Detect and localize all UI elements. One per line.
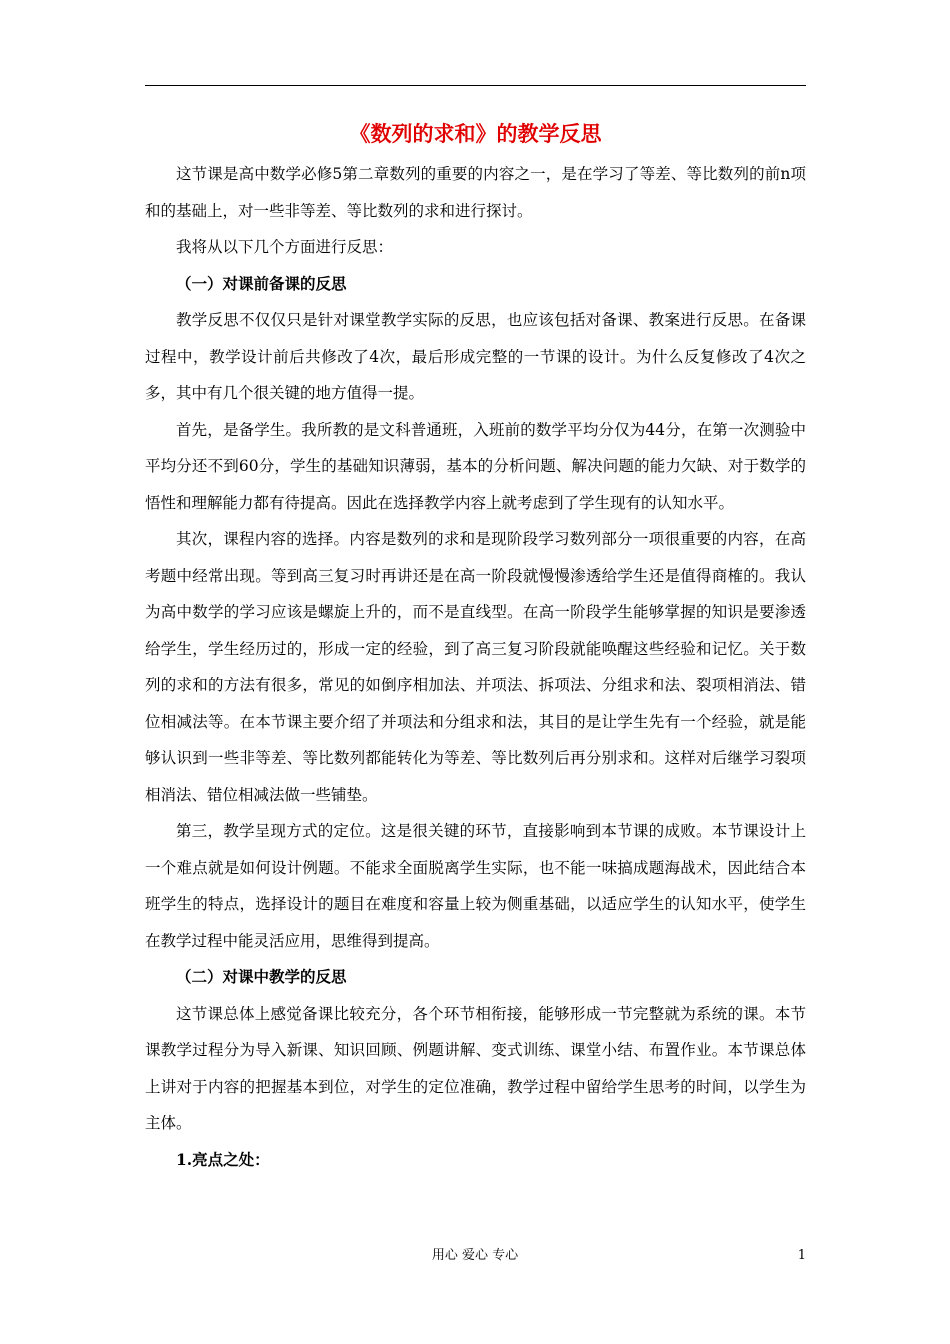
paragraph-reflection-prep: 教学反思不仅仅只是针对课堂教学实际的反思，也应该包括对备课、教案进行反思。在备课过程中，教学设计前后共修改了4次，最后形成完整的一节课的设计。为什么反复修改了4次之多，其中有几个很关键的地方值得一提。 [145,311,806,402]
section-heading-in-class: （二）对课中教学的反思 [176,967,347,986]
paragraph-students: 首先，是备学生。我所教的是文科普通班，入班前的数学平均分仅为44分，在第一次测验中平均分还不到60分，学生的基础知识薄弱，基本的分析问题、解决问题的能力欠缺、对于数学的悟性和理解能力都有待提高。因此在选择教学内容上就考虑到了学生现有的认知水平。 [145,420,806,512]
paragraph-class-summary: 这节课总体上感觉备课比较充分，各个环节相衔接，能够形成一节完整就为系统的课。本节课教学过程分为导入新课、知识回顾、例题讲解、变式训练、课堂小结、布置作业。本节课总体上讲对于内容的把握基本到位，对学生的定位准确，教学过程中留给学生思考的时间，以学生为主体。 [145,1004,806,1132]
paragraph-content-choice: 其次，课程内容的选择。内容是数列的求和是现阶段学习数列部分一项很重要的内容，在高考题中经常出现。等到高三复习时再讲还是在高一阶段就慢慢渗透给学生还是值得商榷的。我认为高中数学的学习应该是螺旋上升的，而不是直线型。在高一阶段学生能够掌握的知识是要渗透给学生，学生经历过的，形成一定的经验，到了高三复习阶段就能唤醒这些经验和记忆。关于数列的求和的方法有很多，常见的如倒序相加法、并项法、拆项法、分组求和法、裂项相消法、错位相减法等。在本节课主要介绍了并项法和分组求和法，其目的是让学生先有一个经验，就是能够认识到一些非等差、等比数列都能转化为等差、等比数列后再分别求和。这样对后继学习裂项相消法、错位相减法做一些铺垫。 [145,530,806,804]
page-number: 1 [797,1248,806,1263]
paragraph-intro: 这节课是高中数学必修5第二章数列的重要的内容之一，是在学习了等差、等比数列的前n项和的基础上，对一些非等差、等比数列的求和进行探讨。 [145,165,806,220]
document-title: 《数列的求和》的教学反思 [349,121,602,146]
header-rule [145,85,806,86]
subheading-highlights: 1.亮点之处： [176,1149,270,1169]
paragraph-presentation: 第三，教学呈现方式的定位。这是很关键的环节，直接影响到本节课的成败。本节课设计上一个难点就是如何设计例题。不能求全面脱离学生实际，也不能一味搞成题海战术，因此结合本班学生的特点，选择设计的题目在难度和容量上较为侧重基础，以适应学生的认知水平，使学生在教学过程中能灵活应用，思维得到提高。 [145,822,806,950]
document-body [145,114,806,1178]
section-heading-pre-class: （一）对课前备课的反思 [176,273,347,293]
footer-motto: 用心 爱心 专心 [431,1248,519,1263]
paragraph-overview: 我将从以下几个方面进行反思： [176,238,394,256]
